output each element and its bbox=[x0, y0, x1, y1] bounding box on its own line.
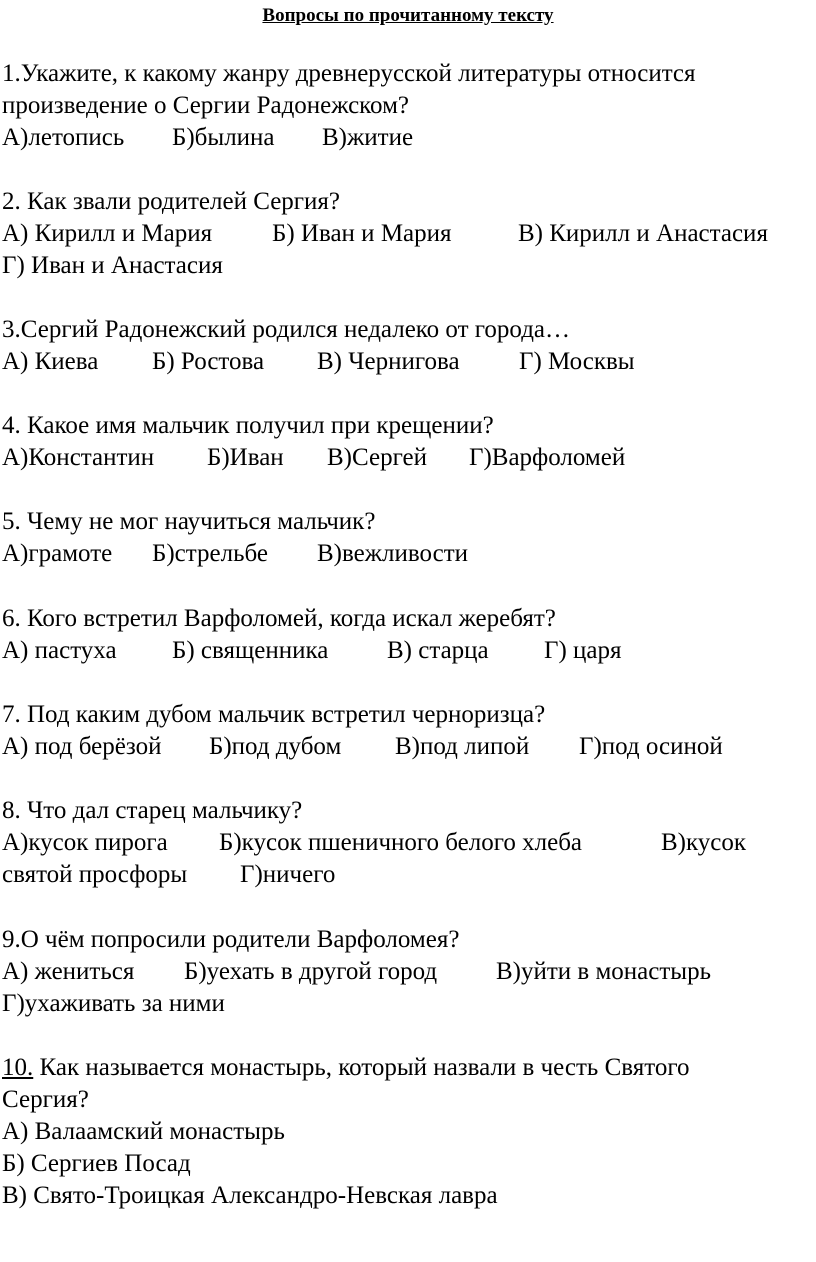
option-b: Б)под дубом bbox=[209, 733, 342, 760]
option-b: Б)былина bbox=[172, 124, 275, 151]
option-a: А)грамоте bbox=[2, 540, 113, 567]
question-4-options bbox=[2, 442, 812, 474]
option-b: Б) Сергиев Посад bbox=[2, 1150, 191, 1177]
option-d: Г)под осиной bbox=[579, 733, 723, 760]
question-3-text: 3.Сергий Радонежский родился недалеко от города… bbox=[2, 316, 571, 343]
question-5 bbox=[2, 506, 812, 570]
question-8-options-line-1 bbox=[2, 827, 812, 859]
question-3-options bbox=[2, 346, 812, 378]
question-9-options-line-1 bbox=[2, 956, 812, 988]
question-4-text: 4. Какое имя мальчик получил при крещении? bbox=[2, 412, 494, 439]
question-10-text-line-2: Сергия? bbox=[2, 1086, 89, 1113]
option-c: В)кусок bbox=[661, 829, 747, 856]
option-c-continued: святой просфоры bbox=[2, 861, 188, 888]
question-5-text: 5. Чему не мог научиться мальчик? bbox=[2, 508, 376, 535]
option-d: Г)Варфоломей bbox=[469, 444, 626, 471]
option-b: Б) Иван и Мария bbox=[272, 220, 452, 247]
option-b: Б)уехать в другой город bbox=[184, 958, 438, 985]
option-a: А) Кирилл и Мария bbox=[2, 220, 213, 247]
question-3 bbox=[2, 314, 812, 378]
question-2 bbox=[2, 186, 812, 282]
option-c: В) Кирилл и Анастасия bbox=[518, 220, 768, 247]
question-7-options bbox=[2, 731, 812, 763]
option-b: Б)Иван bbox=[207, 444, 284, 471]
option-a: А) Валаамский монастырь bbox=[2, 1118, 285, 1145]
option-c: В)Сергей bbox=[327, 444, 427, 471]
option-c: В) Чернигова bbox=[317, 348, 460, 375]
question-1-options bbox=[2, 122, 812, 154]
option-c: В) старца bbox=[387, 637, 489, 664]
option-c: В)под липой bbox=[395, 733, 530, 760]
option-a: А)Константин bbox=[2, 444, 155, 471]
question-1-text-line-2: произведение о Сергии Радонежском? bbox=[2, 92, 409, 119]
option-d: Г)ухаживать за ними bbox=[2, 990, 225, 1017]
question-9-text: 9.О чём попросили родители Варфоломея? bbox=[2, 926, 460, 953]
question-2-options-line-1 bbox=[2, 218, 812, 250]
question-6-options bbox=[2, 635, 812, 667]
option-d: Г) Иван и Анастасия bbox=[2, 252, 223, 279]
question-10-text-line-1 bbox=[2, 1052, 812, 1084]
document-title: Вопросы по прочитанному тексту bbox=[262, 5, 554, 26]
question-4 bbox=[2, 410, 812, 474]
question-9-options-line-2 bbox=[2, 988, 812, 1020]
question-8-text: 8. Что дал старец мальчику? bbox=[2, 797, 303, 824]
question-9 bbox=[2, 924, 812, 1020]
option-a: А)кусок пирога bbox=[2, 829, 168, 856]
option-d: Г)ничего bbox=[240, 861, 336, 888]
question-7-text: 7. Под каким дубом мальчик встретил черноризца? bbox=[2, 701, 546, 728]
option-a: А) Киева bbox=[2, 348, 99, 375]
option-b: Б) Ростова bbox=[152, 348, 265, 375]
question-1 bbox=[2, 58, 812, 154]
option-a: А) под берёзой bbox=[2, 733, 162, 760]
option-b: Б)кусок пшеничного белого хлеба bbox=[219, 829, 583, 856]
question-2-text: 2. Как звали родителей Сергия? bbox=[2, 188, 341, 215]
option-a: А)летопись bbox=[2, 124, 125, 151]
option-a: А) жениться bbox=[2, 958, 135, 985]
question-10-text: Как называется монастырь, который назвали в честь Святого bbox=[33, 1054, 690, 1081]
question-8-options-line-2 bbox=[2, 859, 812, 891]
option-a: А) пастуха bbox=[2, 637, 117, 664]
question-6-text: 6. Кого встретил Варфоломей, когда искал жеребят? bbox=[2, 605, 556, 632]
option-c: В)уйти в монастырь bbox=[496, 958, 712, 985]
question-6 bbox=[2, 603, 812, 667]
question-7 bbox=[2, 699, 812, 763]
question-1-text-line-1: 1.Укажите, к какому жанру древнерусской литературы относится bbox=[2, 60, 696, 87]
option-b: Б) священника bbox=[172, 637, 329, 664]
option-b: Б)стрельбе bbox=[152, 540, 268, 567]
option-c: В) Свято-Троицкая Александро-Невская лавра bbox=[2, 1182, 498, 1209]
option-d: Г) царя bbox=[544, 637, 622, 664]
question-10-number: 10. bbox=[2, 1054, 34, 1081]
option-c: В)житие bbox=[322, 124, 414, 151]
question-2-options-line-2 bbox=[2, 250, 812, 282]
question-10 bbox=[2, 1052, 812, 1212]
option-d: Г) Москвы bbox=[519, 348, 635, 375]
question-8 bbox=[2, 795, 812, 891]
question-5-options bbox=[2, 538, 812, 570]
option-c: В)вежливости bbox=[317, 540, 469, 567]
